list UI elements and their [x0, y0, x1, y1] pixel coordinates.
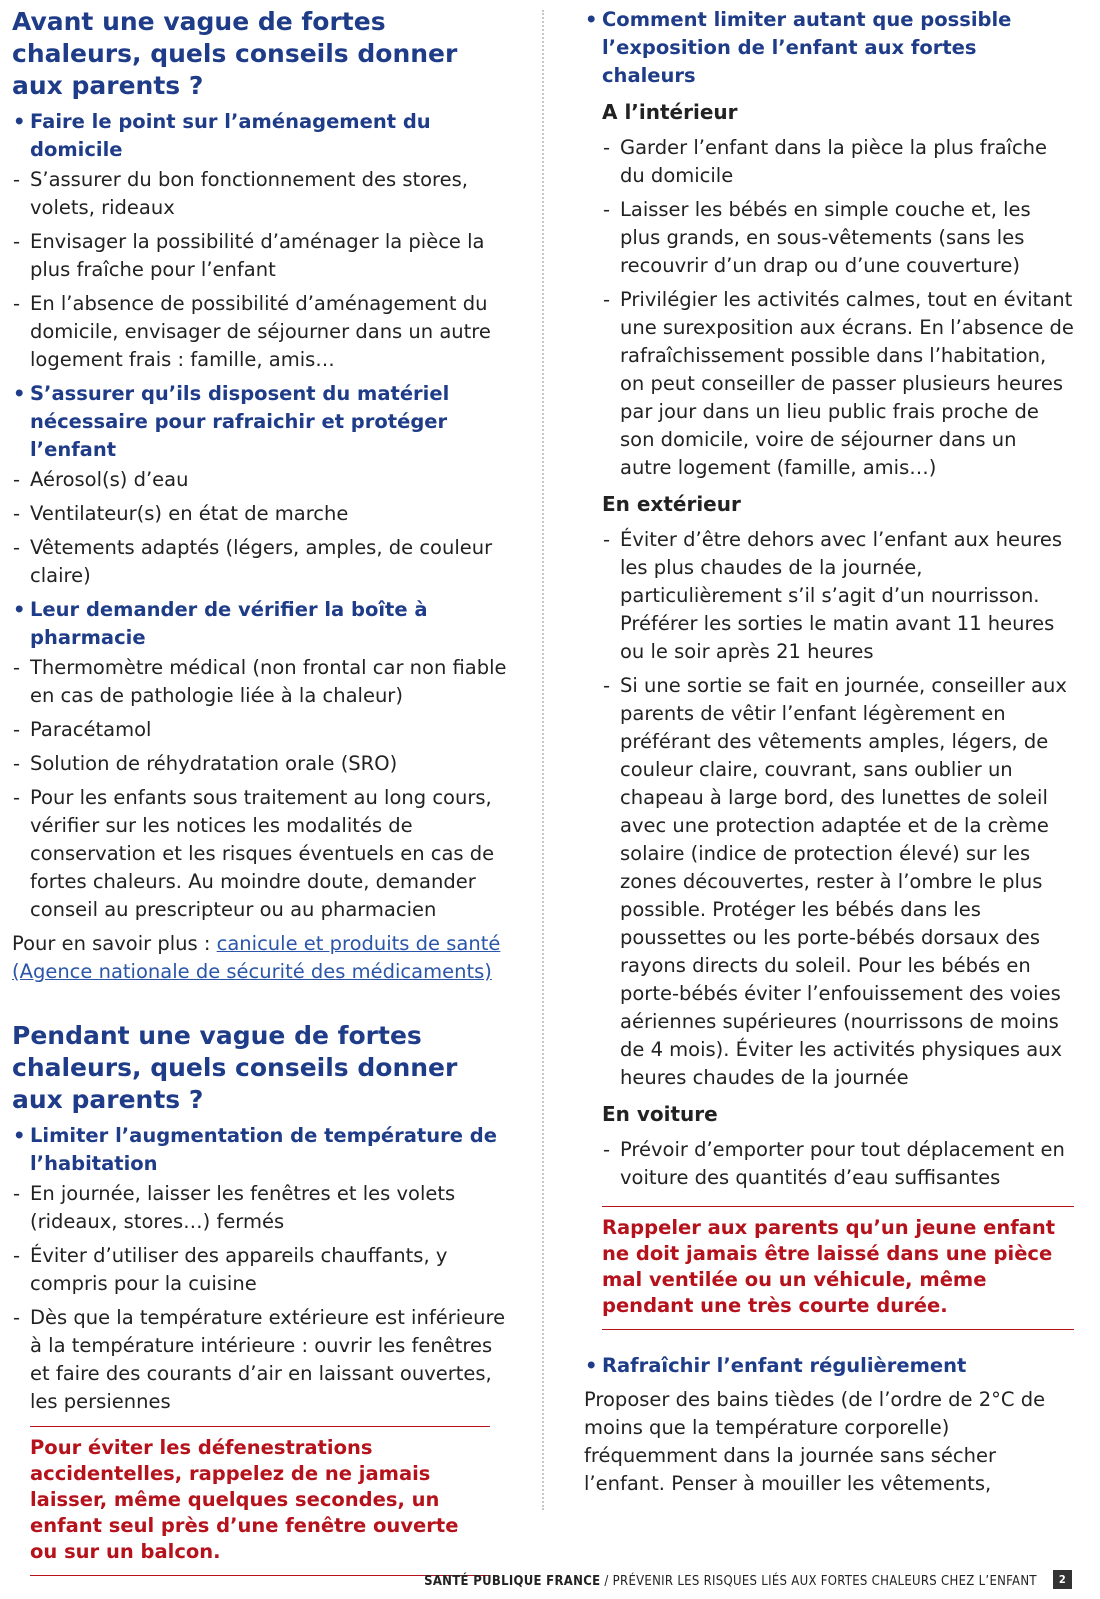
list-item: - Éviter d’être dehors avec l’enfant aux heures les plus chaudes de la journée, particulièrement s’il s’agit d’un nourrisson. Préférer les sorties le matin avant 11 heures ou le soir après 21 heures [602, 526, 1074, 666]
list-item: - Aérosol(s) d’eau [12, 466, 514, 494]
bullet-heading-exposure: • Comment limiter autant que possible l’exposition de l’enfant aux fortes chaleurs [584, 6, 1074, 90]
list-item: - Vêtements adaptés (légers, amples, de couleur claire) [12, 534, 514, 590]
more-info-label: Pour en savoir plus : [12, 932, 217, 955]
footer-separator: / [600, 1574, 613, 1589]
subhead-interior: A l’intérieur [602, 100, 738, 124]
list-item: - S’assurer du bon fonctionnement des stores, volets, rideaux [12, 166, 514, 222]
refresh-paragraph: Proposer des bains tièdes (de l’ordre de 2°C de moins que la température corporelle) fréquemment dans la journée sans sécher l’enfant. Penser à mouiller les vêtements, [584, 1388, 1046, 1495]
list-pharmacy [12, 654, 514, 924]
list-item: - Pour les enfants sous traitement au long cours, vérifier sur les notices les modalités de conservation et les risques éventuels en cas de fortes chaleurs. Au moindre doute, demander conseil au prescripteur ou au pharmacien [12, 784, 514, 924]
list-car [602, 1136, 1074, 1192]
subhead-car: En voiture [602, 1102, 718, 1126]
list-item: - Envisager la possibilité d’aménager la pièce la plus fraîche pour l’enfant [12, 228, 514, 284]
bullet-heading-home: • Faire le point sur l’aménagement du domicile [12, 108, 514, 164]
bullet-heading-equipment: • S’assurer qu’ils disposent du matériel nécessaire pour rafraichir et protéger l’enfant [12, 380, 514, 464]
bullet-heading-refresh: • Rafraîchir l’enfant régulièrement [584, 1352, 1074, 1380]
list-item: - En journée, laisser les fenêtres et les volets (rideaux, stores…) fermés [12, 1180, 514, 1236]
more-info-link[interactable]: canicule et produits de santé (Agence nationale de sécurité des médicaments) [12, 932, 501, 983]
more-info [12, 930, 514, 986]
page-footer [424, 1570, 1072, 1589]
right-column [584, 6, 1074, 1498]
list-temperature [12, 1180, 514, 1416]
list-item: - Ventilateur(s) en état de marche [12, 500, 514, 528]
list-exterior [602, 526, 1074, 1092]
footer-title: PRÉVENIR LES RISQUES LIÉS AUX FORTES CHALEURS CHEZ L’ENFANT [612, 1574, 1037, 1589]
subhead-exterior: En extérieur [602, 492, 741, 516]
list-item: - Thermomètre médical (non frontal car non fiable en cas de pathologie liée à la chaleur) [12, 654, 514, 710]
footer-brand: SANTÉ PUBLIQUE FRANCE [424, 1574, 601, 1589]
list-item: - Garder l’enfant dans la pièce la plus fraîche du domicile [602, 134, 1074, 190]
list-item: - Privilégier les activités calmes, tout en évitant une surexposition aux écrans. En l’absence de rafraîchissement possible dans l’habitation, on peut conseiller de passer plusieurs heures par jour dans un lieu public frais proche de son domicile, voire de séjourner dans un autre logement (famille, amis…) [602, 286, 1074, 482]
section-title-before: Avant une vague de fortes chaleurs, quels conseils donner aux parents ? [12, 7, 458, 100]
left-column [12, 6, 514, 1576]
list-item: - Laisser les bébés en simple couche et, les plus grands, en sous-vêtements (sans les recouvrir d’un drap ou d’une couverture) [602, 196, 1074, 280]
page-number: 2 [1053, 1570, 1072, 1589]
list-item: - Si une sortie se fait en journée, conseiller aux parents de vêtir l’enfant légèrement en préférant des vêtements amples, légers, de couleur claire, couvrant, sans oublier un chapeau à large bord, des lunettes de soleil avec une protection adaptée et de la crème solaire (indice de protection élevé) sur les zones découvertes, rester à l’ombre le plus possible. Protéger les bébés dans les poussettes ou les porte-bébés dorsaux des rayons directs du soleil. Pour les bébés en porte-bébés éviter l’enfouissement des voies aériennes supérieures (nourrissons de moins de 4 mois). Éviter les activités physiques aux heures chaudes de la journée [602, 672, 1074, 1092]
list-item: - Éviter d’utiliser des appareils chauffants, y compris pour la cuisine [12, 1242, 514, 1298]
alert-vehicle: Rappeler aux parents qu’un jeune enfant ne doit jamais être laissé dans une pièce mal ventilée ou un véhicule, même pendant une très courte durée. [602, 1206, 1074, 1330]
list-item: - En l’absence de possibilité d’aménagement du domicile, envisager de séjourner dans un autre logement frais : famille, amis… [12, 290, 514, 374]
column-divider [542, 10, 544, 1510]
section-title-during: Pendant une vague de fortes chaleurs, quels conseils donner aux parents ? [12, 1021, 458, 1114]
list-item: - Paracétamol [12, 716, 514, 744]
list-home [12, 166, 514, 374]
list-equipment [12, 466, 514, 590]
list-item: - Dès que la température extérieure est inférieure à la température intérieure : ouvrir les fenêtres et faire des courants d’air en laissant ouvertes, les persiennes [12, 1304, 514, 1416]
list-interior [602, 134, 1074, 482]
list-item: - Prévoir d’emporter pour tout déplacement en voiture des quantités d’eau suffisantes [602, 1136, 1074, 1192]
bullet-heading-pharmacy: • Leur demander de vérifier la boîte à pharmacie [12, 596, 514, 652]
bullet-heading-temperature: • Limiter l’augmentation de température de l’habitation [12, 1122, 514, 1178]
alert-defenestration: Pour éviter les défenestrations accidentelles, rappelez de ne jamais laisser, même quelques secondes, un enfant seul près d’une fenêtre ouverte ou sur un balcon. [30, 1426, 490, 1576]
list-item: - Solution de réhydratation orale (SRO) [12, 750, 514, 778]
